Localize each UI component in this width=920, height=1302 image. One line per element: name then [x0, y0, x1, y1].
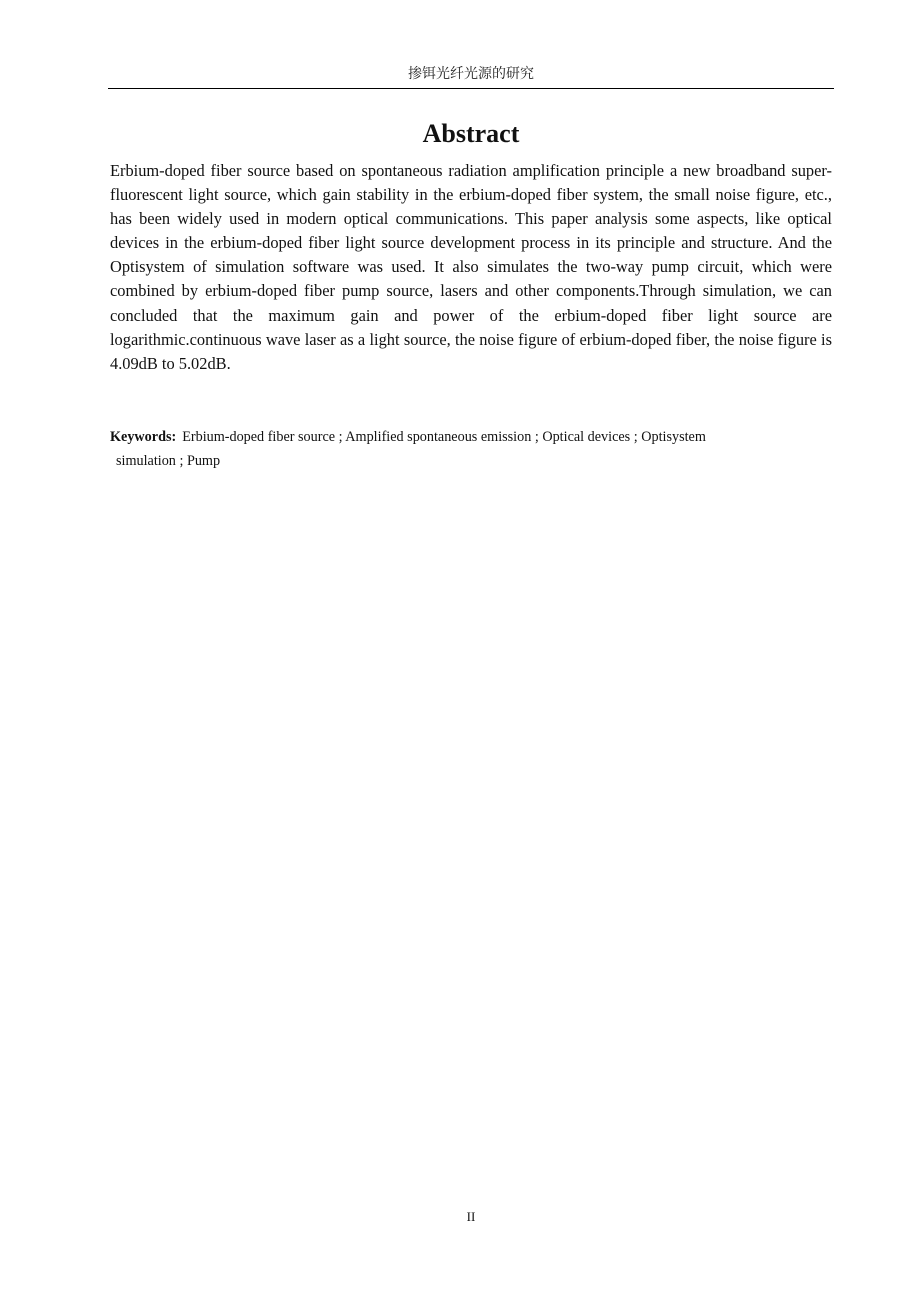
- keywords-section: [110, 425, 832, 473]
- header-divider: [108, 88, 834, 89]
- abstract-title: Abstract: [422, 119, 520, 148]
- keywords-line-1: Erbium-doped fiber source ; Amplified spontaneous emission ; Optical devices ; Optisystem: [182, 429, 706, 445]
- running-header: 掺铒光纤光源的研究: [408, 66, 534, 82]
- keywords-line-2: simulation ; Pump: [116, 453, 221, 469]
- page-number: II: [466, 1209, 476, 1224]
- abstract-body: Erbium-doped fiber source based on spontaneous radiation amplification principle a new broadband super-fluorescent light source, which gain stability in the erbium-doped fiber system, the small noise figure, etc., has been widely used in modern optical communications. This paper analysis some aspects, like optical devices in the erbium-doped fiber light source development process in its principle and structure. And the Optisystem of simulation software was used. It also simulates the two-way pump circuit, which were combined by erbium-doped fiber pump source, lasers and other components.Through simulation, we can concluded that the maximum gain and power of the erbium-doped fiber light source are logarithmic.continuous wave laser as a light source, the noise figure of erbium-doped fiber, the noise figure is 4.09dB to 5.02dB.: [110, 161, 832, 373]
- keywords-label: Keywords:: [110, 429, 177, 445]
